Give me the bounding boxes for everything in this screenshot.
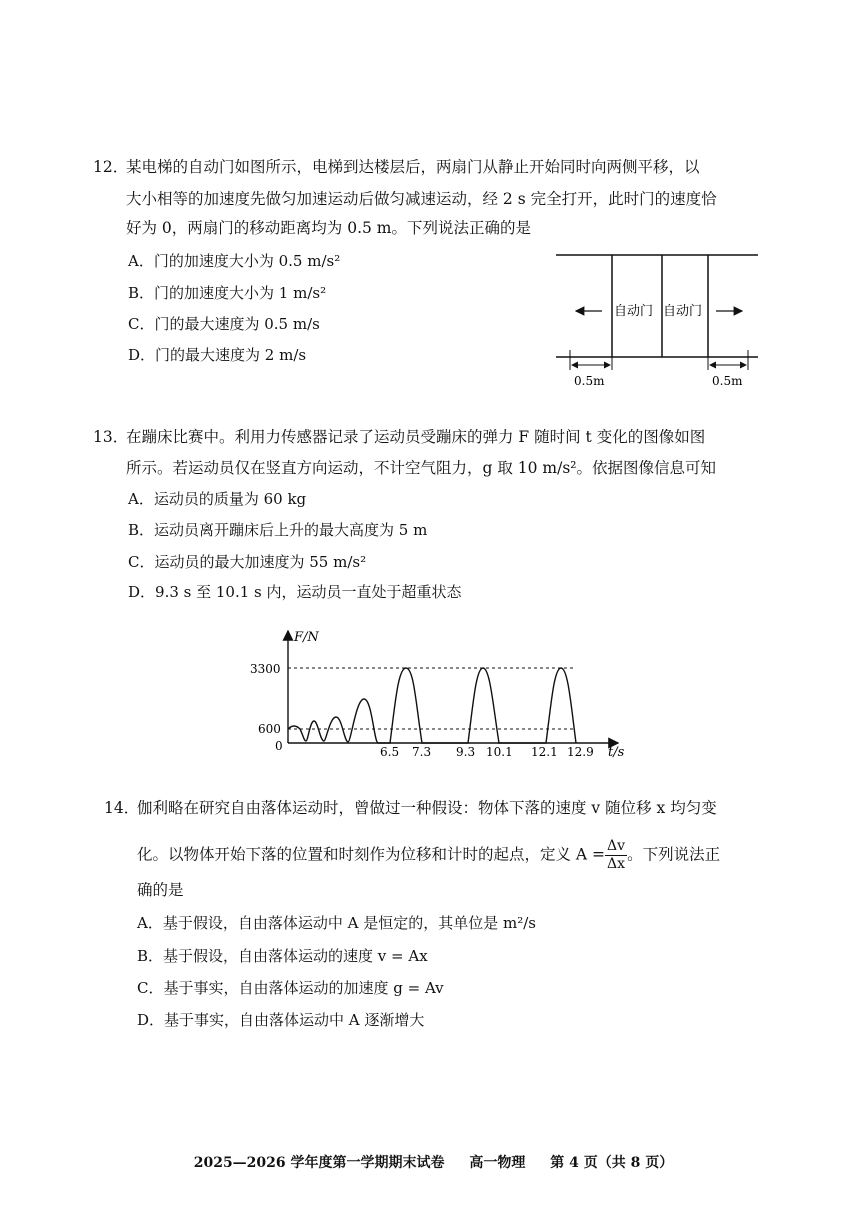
subject-label: 高一物理 <box>469 1155 526 1171</box>
question-text-line <box>137 838 720 873</box>
option-a[interactable]: A．门的加速度大小为 0.5 m/s² <box>128 252 341 270</box>
y-tick-600: 600 <box>258 722 281 736</box>
option-c[interactable]: C．门的最大速度为 0.5 m/s <box>128 315 320 333</box>
question-text-line: 确的是 <box>137 881 184 899</box>
question-number: 13． <box>93 428 129 446</box>
question-text-line: 所示。若运动员仅在竖直方向运动，不计空气阻力，g 取 10 m/s²。依据图像信息可知 <box>126 459 717 477</box>
x-tick: 10.1 <box>486 745 513 759</box>
x-axis-label: t/s <box>608 745 625 760</box>
right-door-label: 自动门 <box>663 304 703 319</box>
option-d[interactable]: D．基于事实，自由落体运动中 A 逐渐增大 <box>137 1011 425 1029</box>
fraction-denominator: Δx <box>607 855 626 872</box>
origin-label: 0 <box>275 739 283 753</box>
option-c[interactable]: C．基于事实，自由落体运动的加速度 g = Av <box>137 979 444 997</box>
x-tick: 7.3 <box>412 745 432 759</box>
definition-text: 化。以物体开始下落的位置和时刻作为位移和计时的起点，定义 A = <box>137 845 606 864</box>
force-time-graph <box>240 625 640 765</box>
left-door-label: 自动门 <box>614 304 654 319</box>
definition-text-tail: 。下列说法正 <box>627 845 721 864</box>
option-d[interactable]: D．门的最大速度为 2 m/s <box>128 346 307 364</box>
right-dimension-label: 0.5m <box>712 374 743 388</box>
y-axis-label: F/N <box>294 630 319 645</box>
option-a[interactable]: A．基于假设，自由落体运动中 A 是恒定的，其单位是 m²/s <box>137 914 536 932</box>
option-a[interactable]: A．运动员的质量为 60 kg <box>128 490 307 508</box>
exam-title: 2025—2026 学年度第一学期期末试卷 <box>193 1155 445 1171</box>
question-text-line: 好为 0，两扇门的移动距离均为 0.5 m。下列说法正确的是 <box>126 219 531 237</box>
question-text-line: 在蹦床比赛中。利用力传感器记录了运动员受蹦床的弹力 F 随时间 t 变化的图像如图 <box>126 428 706 446</box>
fraction <box>605 838 627 873</box>
option-d[interactable]: D．9.3 s 至 10.1 s 内，运动员一直处于超重状态 <box>128 583 462 601</box>
elevator-door-diagram <box>550 245 765 390</box>
fraction-numerator: Δv <box>607 838 626 854</box>
x-tick: 12.1 <box>531 745 558 759</box>
x-tick: 6.5 <box>380 745 400 759</box>
y-tick-3300: 3300 <box>250 662 281 676</box>
left-dimension-label: 0.5m <box>574 374 605 388</box>
question-number: 12． <box>93 158 129 176</box>
page-footer <box>0 1152 867 1172</box>
page-number: 第 4 页（共 8 页） <box>550 1155 674 1171</box>
force-curve <box>288 668 576 743</box>
question-number: 14． <box>104 799 140 817</box>
question-text-line: 某电梯的自动门如图所示，电梯到达楼层后，两扇门从静止开始同时向两侧平移，以 <box>126 158 700 176</box>
option-b[interactable]: B．运动员离开蹦床后上升的最大高度为 5 m <box>128 521 428 539</box>
option-b[interactable]: B．基于假设，自由落体运动的速度 v = Ax <box>137 947 428 965</box>
x-tick: 9.3 <box>456 745 476 759</box>
option-c[interactable]: C．运动员的最大加速度为 55 m/s² <box>128 553 367 571</box>
question-text-line: 伽利略在研究自由落体运动时，曾做过一种假设：物体下落的速度 v 随位移 x 均匀变 <box>137 799 717 817</box>
x-tick: 12.9 <box>567 745 594 759</box>
question-text-line: 大小相等的加速度先做匀加速运动后做匀减速运动，经 2 s 完全打开，此时门的速度恰 <box>126 190 717 208</box>
option-b[interactable]: B．门的加速度大小为 1 m/s² <box>128 284 327 302</box>
